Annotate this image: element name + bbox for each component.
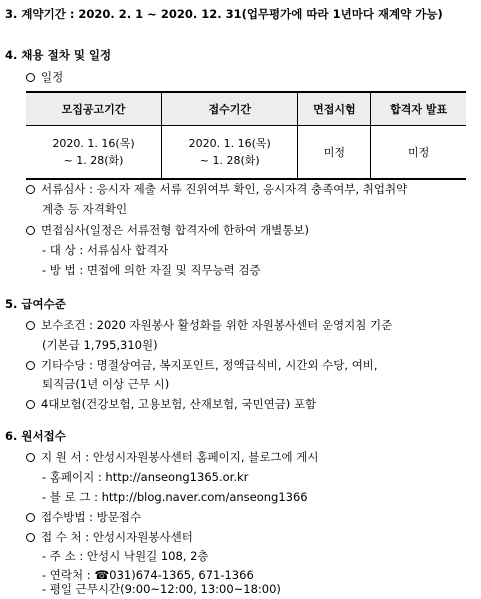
- doc-review-item: 서류심사 : 응시자 제출 서류 진위여부 확인, 응시자격 충족여부, 취업취약: [26, 181, 407, 197]
- section-title-hiring: 4. 채용 절차 및 일정: [5, 48, 112, 62]
- schedule-label: 일정: [41, 70, 64, 84]
- bullet-circle-icon: [26, 513, 35, 522]
- header-posting: 모집공고기간: [26, 92, 162, 126]
- bullet-circle-icon: [26, 533, 35, 542]
- bullet-circle-icon: [26, 400, 35, 409]
- address: - 주 소 : 안성시 낙원길 108, 2층: [42, 549, 209, 563]
- interview-item: 면접심사(일정은 서류전형 합격자에 한하여 개별통보): [26, 222, 309, 238]
- contact: - 연락처 : ☎031)674-1365, 671-1366: [42, 568, 254, 582]
- bullet-circle-icon: [26, 185, 35, 194]
- cell-interview: 미정: [298, 126, 371, 180]
- interview-method: - 방 법 : 면접에 의한 자질 및 직무능력 검증: [42, 263, 261, 277]
- severance: 퇴직금(1년 이상 근무 시): [42, 377, 170, 391]
- bullet-circle-icon: [26, 321, 35, 330]
- submission-place: 접 수 처 : 안성시자원봉사센터: [26, 529, 193, 545]
- blog-link[interactable]: - 블 로 그 : http://blog.naver.com/anseong1366: [42, 490, 308, 504]
- homepage-link[interactable]: - 홈페이지 : http://anseong1365.or.kr: [42, 470, 249, 484]
- header-announcement: 합격자 발표: [371, 92, 466, 126]
- doc-review-continued: 계층 등 자격확인: [42, 202, 128, 216]
- phone-icon: ☎: [94, 568, 110, 582]
- interview-target: - 대 상 : 서류심사 합격자: [42, 243, 169, 257]
- bullet-circle-icon: [26, 361, 35, 370]
- section-title-application: 6. 원서접수: [5, 429, 66, 443]
- pay-condition: 보수조건 : 2020 자원봉사 활성화를 위한 자원봉사센터 운영지침 기준: [26, 317, 392, 333]
- header-receipt: 접수기간: [162, 92, 298, 126]
- insurance: 4대보험(건강보험, 고용보험, 산재보험, 국민연금) 포함: [26, 396, 316, 412]
- working-hours: - 평일 근무시간(9:00~12:00, 13:00~18:00): [42, 582, 281, 596]
- schedule-table: [26, 91, 466, 180]
- cell-announcement: 미정: [371, 126, 466, 180]
- allowances: 기타수당 : 명절상여금, 복지포인트, 정액급식비, 시간외 수당, 여비,: [26, 357, 378, 373]
- cell-posting: 2020. 1. 16(목) ~ 1. 28(화): [52, 137, 135, 167]
- header-interview: 면접시험: [298, 92, 371, 126]
- submission-method: 접수방법 : 방문접수: [26, 509, 141, 525]
- contract-period: 3. 계약기간 : 2020. 2. 1 ~ 2020. 12. 31(업무평가에 따라 1년마다 재계약 가능): [5, 7, 443, 21]
- bullet-circle-icon: [26, 453, 35, 462]
- base-pay: (기본급 1,795,310원): [42, 338, 158, 352]
- section-title-salary: 5. 급여수준: [5, 297, 66, 311]
- bullet-circle-icon: [26, 226, 35, 235]
- application-form: 지 원 서 : 안성시자원봉사센터 홈페이지, 블로그에 게시: [26, 449, 319, 465]
- cell-receipt: 2020. 1. 16(목) ~ 1. 28(화): [162, 126, 298, 180]
- bullet-circle-icon: [26, 73, 35, 82]
- schedule-item: [26, 69, 63, 85]
